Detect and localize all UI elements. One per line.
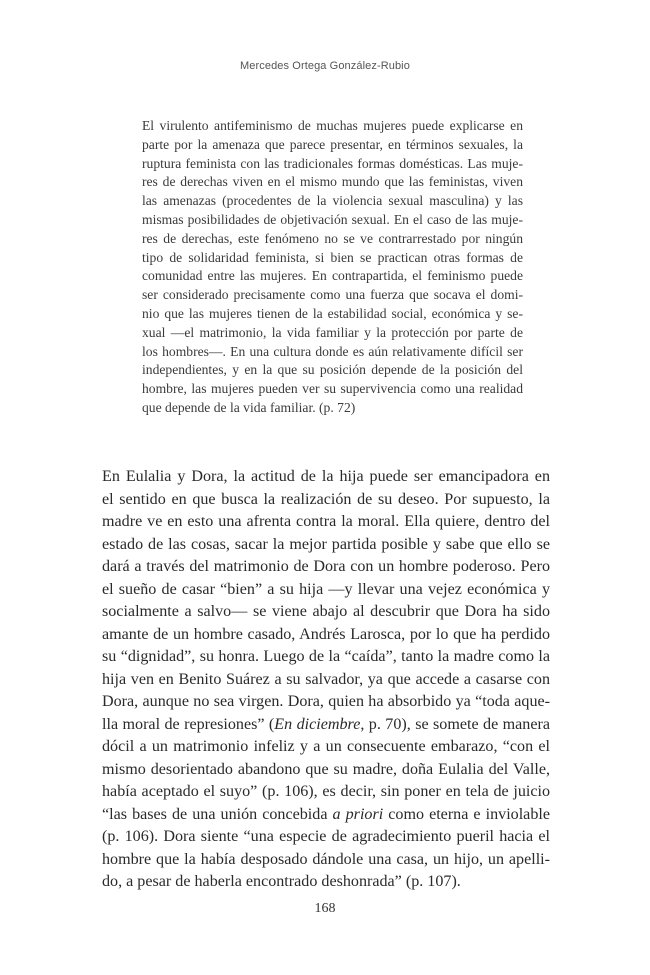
quote-line: El virulento antifeminismo de muchas mujeres puede explicarse en (142, 118, 523, 133)
quote-line: ruptura feminista con las tradicionales formas domésticas. Las muje- (142, 155, 523, 171)
quote-line: xual —el matrimonio, la vida familiar y la protección por parte de (142, 324, 523, 340)
italic-term: a priori (332, 805, 384, 823)
body-line: el sueño de casar “bien” a su hija —y llevar una vejez económica y (102, 580, 550, 598)
quote-line: mismas posibilidades de objetivación sexual. En el caso de las muje- (142, 211, 523, 227)
body-line (102, 804, 550, 827)
block-quote (142, 117, 523, 418)
body-line: hombre que la había desposado dándole una casa, un hijo, un apelli- (102, 850, 550, 868)
quote-line: nio que las mujeres tienen de la estabilidad social, económica y se- (142, 305, 523, 321)
body-line: En Eulalia y Dora, la actitud de la hija puede ser emancipadora en (102, 468, 550, 485)
body-line: dará a través del matrimonio de Dora con un hombre poderoso. Pero (102, 558, 550, 575)
quote-line: los hombres—. En una cultura donde es aún relativamente difícil ser (142, 343, 523, 359)
body-line: socialmente a salvo— se viene abajo al descubrir que Dora ha sido (102, 603, 550, 620)
quote-line: comunidad entre las mujeres. En contrapartida, el feminismo puede (142, 268, 523, 284)
quote-line: independientes, y en la que su posición depende de la posición del (142, 362, 523, 378)
running-header: Mercedes Ortega González-Rubio (240, 60, 410, 72)
body-line: dócil a un matrimonio infeliz y a un consecuente embarazo, “con el (102, 738, 550, 755)
quote-line: tipo de solidaridad feminista, si bien se practican otras formas de (142, 249, 523, 265)
quote-line: res de derechas, este fenómeno no se ve contrarrestado por ningún (142, 230, 523, 246)
body-text: “las bases de una unión concebida (102, 805, 333, 823)
body-text: , p. 70), se somete de manera (360, 715, 551, 733)
quote-line: las amenazas (procedentes de la violencia sexual masculina) y las (142, 193, 523, 209)
body-line: el sentido en que busca la realización de su deseo. Por supuesto, la (102, 490, 550, 508)
quote-line: res de derechas viven en el mismo mundo que las feministas, viven (142, 174, 523, 190)
body-text: como eterna e inviolable (383, 805, 550, 823)
body-line: (p. 106). Dora siente “una especie de agradecimiento pueril hacia el (102, 828, 550, 845)
quote-line: parte por la amenaza que parece presentar, en términos sexuales, la (142, 136, 523, 152)
quote-line: ser considerado precisamente como una fuerza que socava el domi- (142, 287, 523, 303)
body-line: mismo desorientado abandono que su madre, doña Eulalia del Valle, (102, 760, 550, 778)
body-line: amante de un hombre casado, Andrés Larosca, por lo que ha perdido (102, 625, 550, 643)
body-line: Dora, aunque no sea virgen. Dora, quien ha absorbido ya “toda aque- (102, 693, 550, 710)
body-line: estado de las cosas, sacar la mejor partida posible y sabe que ello se (102, 535, 550, 553)
body-line: do, a pesar de haberla encontrado deshonrada” (p. 107). (102, 873, 461, 890)
body-line: hija ven en Benito Suárez a su salvador, ya que accede a casarse con (102, 670, 550, 688)
book-title: En diciembre (274, 715, 361, 733)
body-text: lla moral de represiones” ( (102, 715, 275, 733)
body-line: había aceptado el suyo” (p. 106), es decir, sin poner en tela de juicio (102, 783, 550, 800)
body-line: madre ve en esto una afrenta contra la moral. Ella quiere, dentro del (102, 513, 550, 530)
body-line: su “dignidad”, su honra. Luego de la “caída”, tanto la madre como la (102, 648, 550, 665)
quote-line: hombre, las mujeres pueden ver su supervivencia como una realidad (142, 381, 523, 397)
body-paragraph (102, 466, 550, 894)
quote-line: que depende de la vida familiar. (p. 72) (142, 399, 356, 415)
page-number: 168 (314, 901, 336, 916)
body-line (102, 714, 550, 737)
